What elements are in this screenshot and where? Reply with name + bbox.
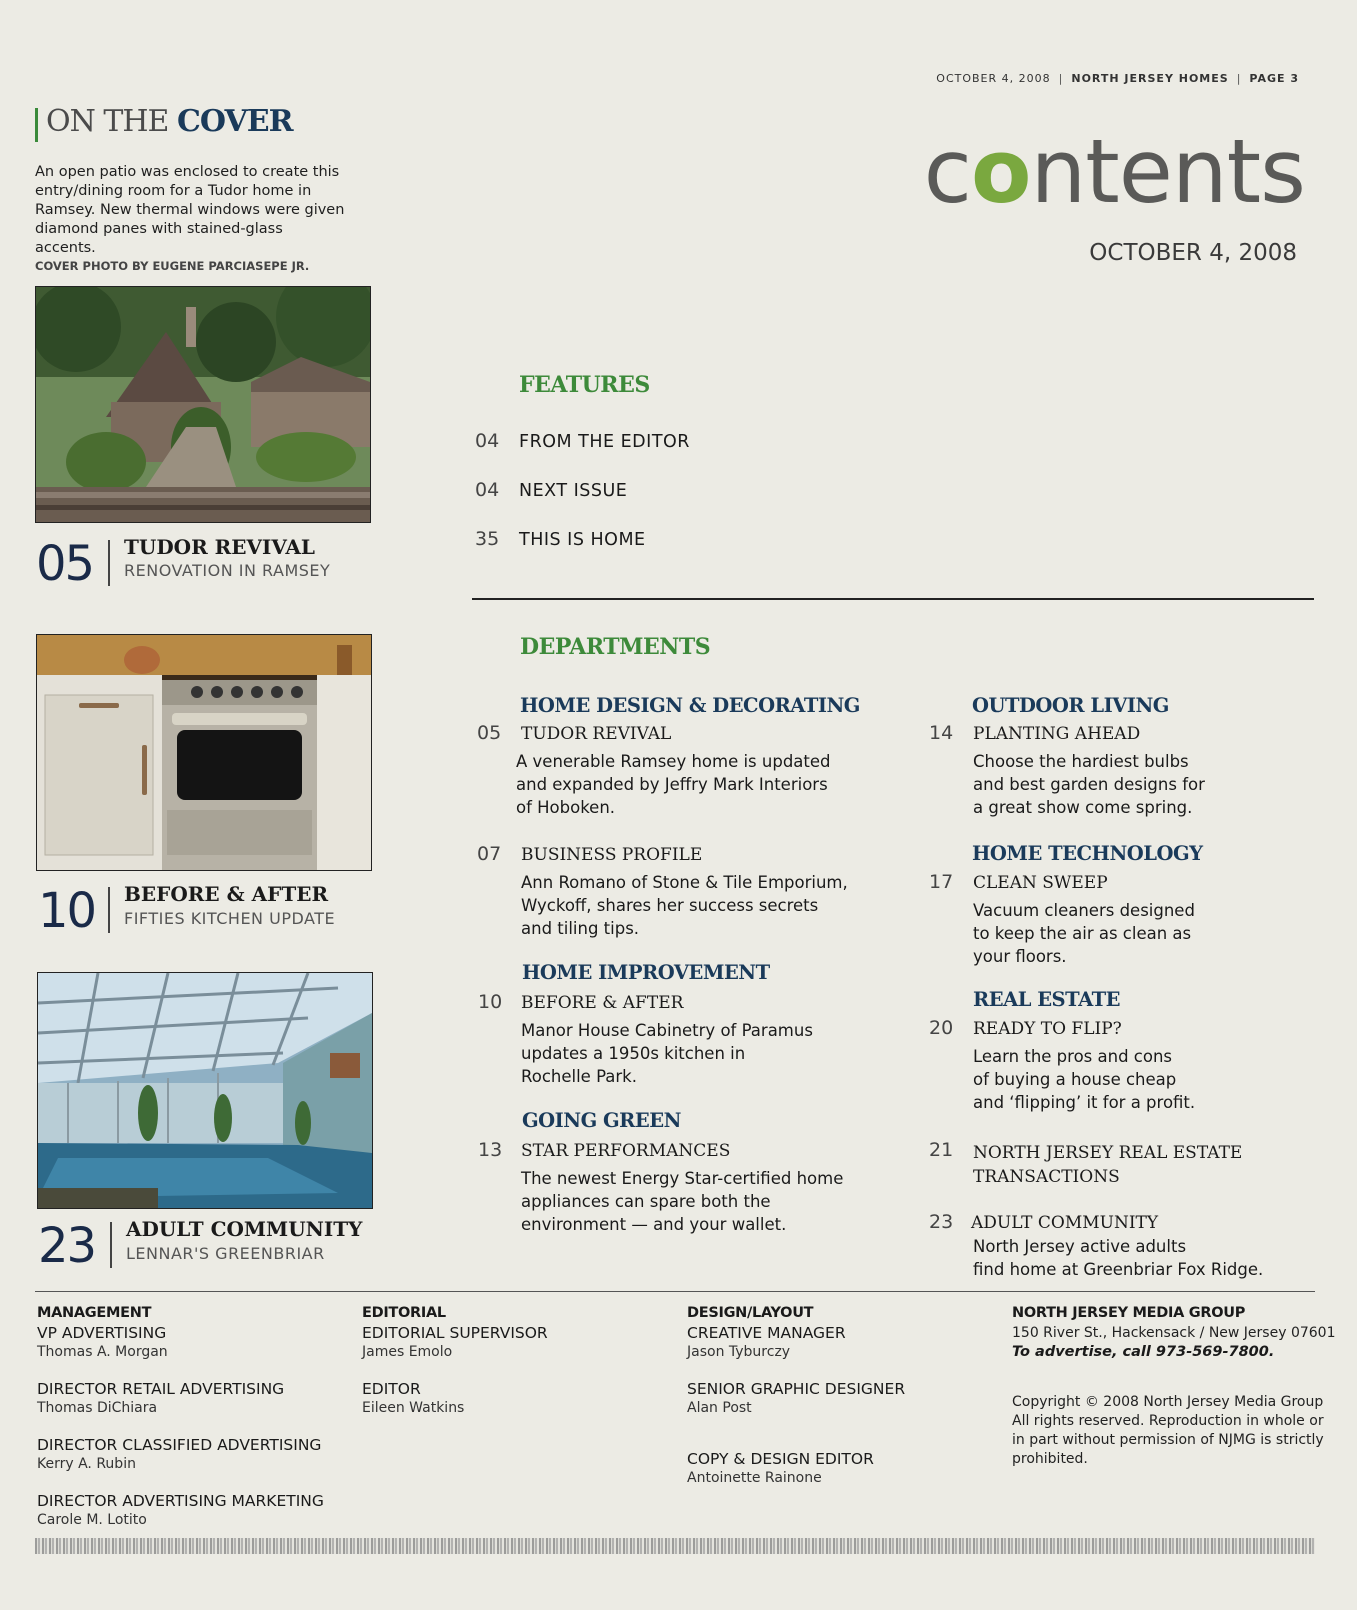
cover-item-title[interactable]: TUDOR REVIVAL [124,535,315,559]
masthead-name: James Emolo [362,1344,453,1360]
folio-page: PAGE 3 [1249,72,1299,85]
features-heading: FEATURES [519,372,650,398]
cover-item-number: 10 [38,883,96,939]
department-page-number: 20 [929,1017,954,1039]
department-article-title[interactable]: READY TO FLIP? [973,1019,1122,1039]
masthead-heading: EDITORIAL [362,1305,446,1321]
department-page-number: 05 [477,722,502,744]
kitchen-photo[interactable] [36,634,372,871]
folio-date: OCTOBER 4, 2008 [936,72,1051,85]
feature-link[interactable]: FROM THE EDITOR [519,432,690,452]
cover-item-divider [108,887,110,933]
masthead-role: EDITORIAL SUPERVISOR [362,1324,548,1342]
department-category: HOME DESIGN & DECORATING [520,694,860,717]
masthead-name: Thomas A. Morgan [37,1344,168,1360]
departments-heading: DEPARTMENTS [520,634,711,660]
masthead-name: Jason Tyburczy [687,1344,791,1360]
department-description: Learn the pros and cons of buying a house cheap and ‘flipping’ it for a profit. [973,1047,1196,1112]
masthead-role: DIRECTOR CLASSIFIED ADVERTISING [37,1436,322,1454]
cover-item-subtitle: RENOVATION IN RAMSEY [124,561,331,580]
publisher-address: 150 River St., Hackensack / New Jersey 07601 [1012,1325,1336,1341]
department-article-title[interactable]: TUDOR REVIVAL [521,724,672,744]
on-the-cover-heading: ON THE COVER [46,104,293,139]
masthead-name: Eileen Watkins [362,1400,465,1416]
department-page-number: 17 [929,871,954,893]
masthead-divider [35,1291,1315,1292]
feature-page-number: 04 [475,479,500,501]
masthead-role: VP ADVERTISING [37,1324,167,1342]
tudor-house-photo[interactable] [35,286,371,523]
feature-link[interactable]: THIS IS HOME [519,530,646,550]
section-accent-bar [35,108,38,142]
department-page-number: 21 [929,1139,954,1161]
cover-item-subtitle: LENNAR'S GREENBRIAR [126,1244,325,1263]
masthead-role: DIRECTOR ADVERTISING MARKETING [37,1492,324,1510]
cover-item-divider [110,1222,112,1268]
department-article-title[interactable]: NORTH JERSEY REAL ESTATE TRANSACTIONS [973,1143,1243,1187]
department-description: Vacuum cleaners designed to keep the air as clean as your floors. [973,901,1195,966]
cover-item-number: 05 [36,536,94,592]
masthead-heading: MANAGEMENT [37,1305,152,1321]
cover-item-title[interactable]: BEFORE & AFTER [124,882,329,906]
department-description: A venerable Ramsey home is updated and expanded by Jeffry Mark Interiors of Hoboken. [516,752,831,817]
page-title: contents [923,120,1305,223]
masthead-role: EDITOR [362,1380,421,1398]
indoor-pool-photo[interactable] [37,972,373,1209]
page-date: OCTOBER 4, 2008 [1089,240,1297,266]
folio-section: NORTH JERSEY HOMES [1071,72,1229,85]
masthead-heading: DESIGN/LAYOUT [687,1305,814,1321]
department-article-title[interactable]: ADULT COMMUNITY [971,1213,1159,1233]
department-page-number: 14 [929,722,954,744]
department-category: GOING GREEN [522,1109,681,1132]
feature-page-number: 35 [475,528,500,550]
department-description: North Jersey active adults find home at Greenbriar Fox Ridge. [973,1237,1264,1279]
masthead-name: Carole M. Lotito [37,1512,147,1528]
copyright-notice: Copyright © 2008 North Jersey Media Group All rights reserved. Reproduction in whole or in part without permission of NJMG is strictly prohibited. [1012,1394,1324,1467]
folio: OCTOBER 4, 2008 | NORTH JERSEY HOMES | PAGE 3 [936,72,1299,85]
department-page-number: 23 [929,1211,954,1233]
cover-item-title[interactable]: ADULT COMMUNITY [126,1217,363,1241]
department-article-title[interactable]: PLANTING AHEAD [973,724,1141,744]
masthead-name: Thomas DiChiara [37,1400,158,1416]
department-article-title[interactable]: CLEAN SWEEP [973,873,1108,893]
publisher-name: NORTH JERSEY MEDIA GROUP [1012,1305,1246,1321]
masthead-role: DIRECTOR RETAIL ADVERTISING [37,1380,285,1398]
department-page-number: 07 [477,843,502,865]
department-description: Choose the hardiest bulbs and best garden designs for a great show come spring. [973,752,1205,817]
masthead-name: Antoinette Rainone [687,1470,822,1486]
department-category: HOME IMPROVEMENT [522,961,770,984]
department-category: HOME TECHNOLOGY [972,842,1203,865]
print-registration-strip [35,1538,1315,1554]
advertise-phone[interactable]: To advertise, call 973-569-7800. [1012,1344,1275,1360]
masthead-name: Alan Post [687,1400,752,1416]
department-description: Manor House Cabinetry of Paramus updates a 1950s kitchen in Rochelle Park. [521,1021,813,1086]
department-article-title[interactable]: STAR PERFORMANCES [521,1141,731,1161]
department-description: Ann Romano of Stone & Tile Emporium, Wyckoff, shares her success secrets and tiling tips. [521,873,848,938]
department-page-number: 10 [478,991,503,1013]
cover-caption: An open patio was enclosed to create this entry/dining room for a Tudor home in Ramsey. New thermal windows were given diamond panes with stained-glass accents. [35,164,345,256]
section-divider [472,598,1314,600]
department-article-title[interactable]: BEFORE & AFTER [521,993,684,1013]
masthead-role: SENIOR GRAPHIC DESIGNER [687,1380,906,1398]
department-article-title[interactable]: BUSINESS PROFILE [521,845,703,865]
cover-item-number: 23 [38,1218,96,1274]
cover-credit: COVER PHOTO BY EUGENE PARCIASEPE JR. [35,259,310,273]
feature-link[interactable]: NEXT ISSUE [519,481,628,501]
masthead-role: COPY & DESIGN EDITOR [687,1450,874,1468]
department-category: OUTDOOR LIVING [972,694,1169,717]
department-page-number: 13 [478,1139,503,1161]
cover-item-divider [108,540,110,586]
department-category: REAL ESTATE [973,988,1121,1011]
masthead-name: Kerry A. Rubin [37,1456,136,1472]
feature-page-number: 04 [475,430,500,452]
department-description: The newest Energy Star-certified home appliances can spare both the environment — and your wallet. [521,1169,844,1234]
cover-item-subtitle: FIFTIES KITCHEN UPDATE [124,909,336,928]
masthead-role: CREATIVE MANAGER [687,1324,846,1342]
